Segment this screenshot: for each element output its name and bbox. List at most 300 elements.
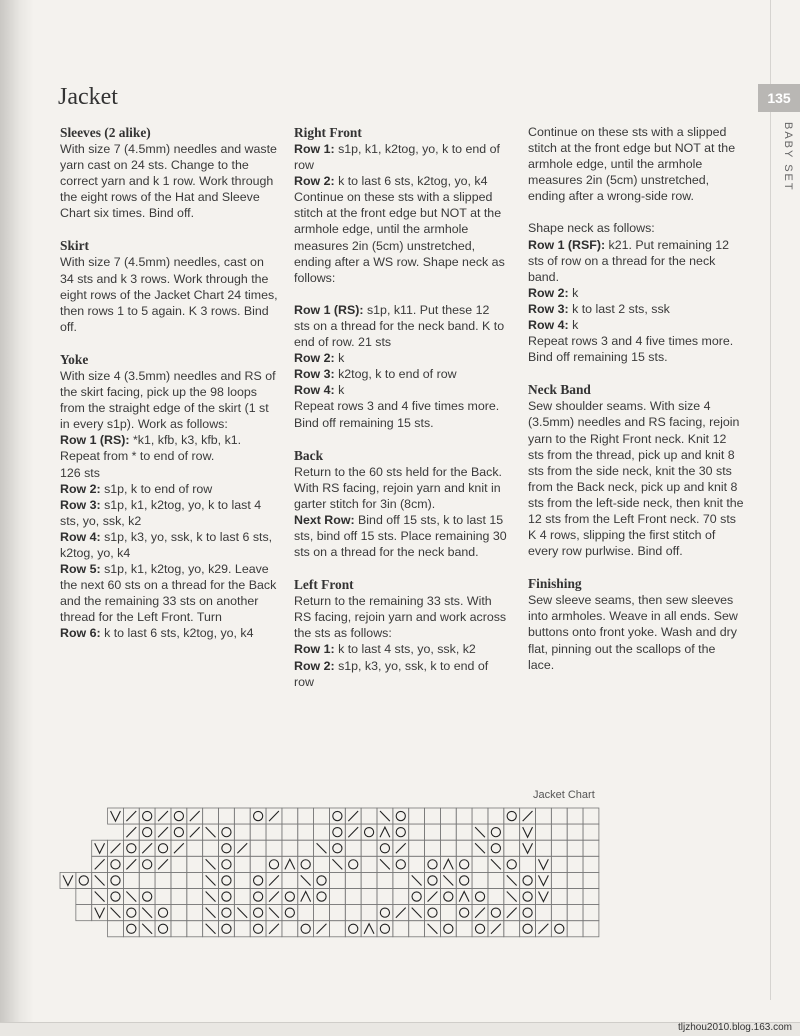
chart-cell [219, 856, 235, 872]
slip-stitch-symbol [63, 875, 73, 885]
k2tog-symbol [396, 908, 406, 918]
chart-cell [155, 840, 171, 856]
row-label: Row 1 (RS): [294, 302, 364, 317]
k2tog-symbol [126, 859, 136, 869]
chart-cell [139, 872, 155, 888]
row-label: Row 1: [294, 642, 335, 657]
chart-cell [171, 824, 187, 840]
ssk-symbol [111, 908, 121, 918]
chart-cell [440, 889, 456, 905]
chart-cell [425, 840, 441, 856]
yoke-row-1-count: 126 sts [60, 465, 100, 480]
back-text: Return to the 60 sts held for the Back. With RS facing, rejoin yarn and knit in garter stitch for 3in (8cm). [294, 464, 503, 511]
chart-cell [440, 905, 456, 921]
yarn-over-symbol [349, 924, 358, 933]
chart-cell [123, 872, 139, 888]
chart-cell [345, 840, 361, 856]
yarn-over-symbol [380, 908, 389, 917]
chart-cell [219, 905, 235, 921]
section-heading-sleeves: Sleeves (2 alike) [60, 125, 151, 140]
chart-cell [282, 840, 298, 856]
row-text: k [334, 351, 345, 366]
chart-cell [361, 905, 377, 921]
chart-cell [488, 905, 504, 921]
yarn-over-symbol [111, 892, 120, 901]
ssk-symbol [380, 859, 390, 869]
chart-cell [250, 856, 266, 872]
row-text: Bind off 15 sts, k to last 15 sts, bind off 15 sts. Place remaining 30 sts on a thread for the neck band. [294, 512, 507, 560]
slip-stitch-symbol [539, 875, 549, 885]
row-label: Row 3: [528, 301, 569, 316]
decrease-symbol [380, 827, 390, 837]
yarn-over-symbol [222, 844, 231, 853]
chart-cell [551, 905, 567, 921]
slip-stitch-symbol [95, 843, 105, 853]
yarn-over-symbol [222, 860, 231, 869]
chart-cell [361, 840, 377, 856]
ssk-symbol [206, 875, 216, 885]
chart-cell [567, 872, 583, 888]
yarn-over-symbol [269, 860, 278, 869]
chart-cell [171, 856, 187, 872]
chart-cell [203, 808, 219, 824]
chart-cell [488, 808, 504, 824]
watermark-url: tljzhou2010.blog.163.com [678, 1022, 792, 1033]
chart-cell [171, 889, 187, 905]
chart-cell [298, 856, 314, 872]
chart-cell [456, 824, 472, 840]
chart-cell [520, 872, 536, 888]
chart-cell [219, 921, 235, 937]
chart-cell [377, 840, 393, 856]
yarn-over-symbol [158, 844, 167, 853]
chart-cell [298, 905, 314, 921]
yarn-over-symbol [222, 892, 231, 901]
chart-cell [314, 872, 330, 888]
row-label: Next Row: [294, 512, 355, 527]
page-number-tab: 135 [758, 84, 800, 112]
yarn-over-symbol [507, 860, 516, 869]
ssk-symbol [142, 924, 152, 934]
yarn-over-symbol [174, 811, 183, 820]
yarn-over-symbol [317, 876, 326, 885]
chart-cell [520, 856, 536, 872]
ssk-symbol [507, 875, 517, 885]
k2tog-symbol [317, 924, 327, 934]
yarn-over-symbol [412, 892, 421, 901]
chart-cell [361, 889, 377, 905]
row-text: k to last 6 sts, k2tog, yo, k4 [100, 626, 254, 641]
left-front-text: Return to the remaining 33 sts. With RS facing, rejoin yarn and work across the sts as follows: [294, 594, 507, 641]
chart-cell [504, 824, 520, 840]
k2tog-symbol [539, 924, 549, 934]
section-heading-left-front: Left Front [294, 577, 354, 593]
ssk-symbol [475, 843, 485, 853]
chart-cell [456, 872, 472, 888]
chart-cell [393, 808, 409, 824]
ssk-symbol [507, 892, 517, 902]
yarn-over-symbol [460, 860, 469, 869]
k2tog-symbol [142, 843, 152, 853]
k2tog-symbol [428, 892, 438, 902]
row-label: Row 3: [60, 497, 101, 512]
left-front-repeat: Repeat rows 3 and 4 five times more. Bind off remaining 15 sts. [528, 334, 734, 365]
k2tog-symbol [190, 827, 200, 837]
yarn-over-symbol [333, 811, 342, 820]
chart-cell [108, 889, 124, 905]
chart-cell [472, 889, 488, 905]
shape-neck-intro: Shape neck as follows: [528, 221, 655, 236]
ssk-symbol [380, 811, 390, 821]
chart-cell [393, 856, 409, 872]
ssk-symbol [206, 827, 216, 837]
chart-cell [567, 905, 583, 921]
slip-stitch-symbol [523, 843, 533, 853]
chart-cell [456, 921, 472, 937]
chart-cell [345, 889, 361, 905]
chart-cell [520, 921, 536, 937]
chart-cell [329, 921, 345, 937]
k2tog-symbol [95, 859, 105, 869]
row-label: Row 1: [294, 142, 335, 156]
chart-cell [551, 840, 567, 856]
chart-cell [234, 808, 250, 824]
chart-cell [171, 905, 187, 921]
yarn-over-symbol [507, 811, 516, 820]
chart-cell [250, 905, 266, 921]
chart-cell [567, 824, 583, 840]
chart-cell [345, 905, 361, 921]
yarn-over-symbol [222, 924, 231, 933]
row-label: Row 2: [528, 285, 569, 300]
k2tog-symbol [158, 859, 168, 869]
chart-cell [488, 889, 504, 905]
row-text: *k1, kfb, k3, kfb, k1. Repeat from * to end of row. [60, 433, 242, 464]
chart-cell [266, 840, 282, 856]
chart-cell [234, 856, 250, 872]
chart-cell [76, 872, 92, 888]
slip-stitch-symbol [111, 811, 121, 821]
yarn-over-symbol [555, 924, 564, 933]
right-front-repeat: Repeat rows 3 and 4 five times more. Bind off remaining 15 sts. [294, 399, 500, 430]
chart-cell [440, 824, 456, 840]
chart-cell [108, 921, 124, 937]
chart-cell [314, 856, 330, 872]
chart-cell [504, 808, 520, 824]
ssk-symbol [126, 892, 136, 902]
chart-cell [409, 808, 425, 824]
k2tog-symbol [269, 924, 279, 934]
chart-cell [409, 856, 425, 872]
chart-cell [551, 921, 567, 937]
yarn-over-symbol [491, 908, 500, 917]
ssk-symbol [443, 875, 453, 885]
row-text: s1p, k to end of row [100, 481, 213, 496]
yarn-over-symbol [158, 908, 167, 917]
chart-cell [345, 872, 361, 888]
left-front-continue: Continue on these sts with a slipped stitch at the front edge but NOT at the armhole edge, until the armhole measures 2in (5cm) unstretched, ending after a wrong-side row. [528, 125, 736, 204]
chart-cell [583, 921, 599, 937]
yarn-over-symbol [523, 876, 532, 885]
chart-cell [76, 905, 92, 921]
ssk-symbol [95, 892, 105, 902]
yarn-over-symbol [79, 876, 88, 885]
chart-cell [76, 889, 92, 905]
k2tog-symbol [190, 811, 200, 821]
chart-cell [377, 905, 393, 921]
chart-cell [298, 824, 314, 840]
chart-cell [108, 872, 124, 888]
chart-cell [425, 905, 441, 921]
k2tog-symbol [491, 924, 501, 934]
yarn-over-symbol [396, 828, 405, 837]
yarn-over-symbol [254, 876, 263, 885]
k2tog-symbol [158, 827, 168, 837]
chart-cell [393, 824, 409, 840]
chart-cell [393, 889, 409, 905]
chart-cell [393, 872, 409, 888]
row-text: k to last 4 sts, yo, ssk, k2 [334, 642, 476, 657]
chart-cell [329, 872, 345, 888]
yarn-over-symbol [428, 908, 437, 917]
chart-cell [123, 840, 139, 856]
chart-cell [551, 872, 567, 888]
chart-cell [219, 824, 235, 840]
row-text: k [568, 318, 579, 333]
yarn-over-symbol [111, 876, 120, 885]
chart-cell [345, 856, 361, 872]
chart-cell [409, 824, 425, 840]
decrease-symbol [301, 892, 311, 902]
chart-cell [361, 808, 377, 824]
ssk-symbol [206, 908, 216, 918]
chart-cell [123, 905, 139, 921]
chart-cell [409, 889, 425, 905]
chart-cell [425, 856, 441, 872]
chart-cell [171, 872, 187, 888]
yarn-over-symbol [158, 924, 167, 933]
chart-cell [567, 889, 583, 905]
ssk-symbol [206, 924, 216, 934]
chart-cell [250, 824, 266, 840]
chart-cell [282, 824, 298, 840]
chart-cell [219, 889, 235, 905]
row-label: Row 4: [60, 529, 101, 544]
chart-cell [282, 872, 298, 888]
chart-cell [187, 856, 203, 872]
chart-cell [314, 824, 330, 840]
yarn-over-symbol [222, 828, 231, 837]
k2tog-symbol [523, 811, 533, 821]
chart-cell [139, 856, 155, 872]
chart-cell [583, 808, 599, 824]
chart-cell [456, 808, 472, 824]
ssk-symbol [491, 859, 501, 869]
chart-cell [567, 808, 583, 824]
chart-cell [583, 905, 599, 921]
ssk-symbol [206, 892, 216, 902]
section-heading-yoke: Yoke [60, 351, 89, 367]
chart-cell [361, 856, 377, 872]
yarn-over-symbol [475, 892, 484, 901]
ssk-symbol [237, 908, 247, 918]
chart-cell [329, 889, 345, 905]
yarn-over-symbol [317, 892, 326, 901]
yarn-over-symbol [143, 811, 152, 820]
yarn-over-symbol [523, 908, 532, 917]
chart-cell [425, 872, 441, 888]
row-label: Row 2: [60, 481, 101, 496]
k2tog-symbol [126, 811, 136, 821]
k2tog-symbol [475, 908, 485, 918]
row-label: Row 2: [294, 174, 335, 189]
yarn-over-symbol [143, 892, 152, 901]
chart-cell [520, 905, 536, 921]
chart-cell [377, 889, 393, 905]
chart-cell [234, 872, 250, 888]
chart-cell [155, 889, 171, 905]
chart-cell [139, 889, 155, 905]
row-label: Row 4: [294, 383, 335, 398]
chart-cell [187, 889, 203, 905]
ssk-symbol [412, 875, 422, 885]
yarn-over-symbol [333, 828, 342, 837]
chart-cell [377, 872, 393, 888]
ssk-symbol [206, 859, 216, 869]
yarn-over-symbol [127, 908, 136, 917]
chart-cell [488, 824, 504, 840]
chart-cell [551, 824, 567, 840]
chart-cell [219, 840, 235, 856]
k2tog-symbol [269, 875, 279, 885]
chart-cell [551, 808, 567, 824]
decrease-symbol [443, 859, 453, 869]
chart-cell [314, 808, 330, 824]
chart-cell [377, 921, 393, 937]
yarn-over-symbol [396, 811, 405, 820]
chart-cell [282, 889, 298, 905]
chart-cell [504, 921, 520, 937]
yarn-over-symbol [222, 876, 231, 885]
chart-cell [536, 824, 552, 840]
chart-cell [250, 840, 266, 856]
yarn-over-symbol [143, 860, 152, 869]
chart-cell [472, 872, 488, 888]
chart-cell [409, 840, 425, 856]
chart-cell [551, 856, 567, 872]
yarn-over-symbol [491, 844, 500, 853]
k2tog-symbol [396, 843, 406, 853]
row-label: Row 1 (RS): [60, 433, 130, 448]
k2tog-symbol [348, 811, 358, 821]
yarn-over-symbol [475, 924, 484, 933]
chart-cell [282, 921, 298, 937]
chart-cell [536, 840, 552, 856]
chart-cell [456, 840, 472, 856]
chart-cell [345, 921, 361, 937]
chart-cell [234, 921, 250, 937]
skirt-text: With size 7 (4.5mm) needles, cast on 34 sts and k 3 rows. Work through the eight rows of the Jacket Chart 24 times, then rows 1 to 5 again. K 3 rows. Bind off. [60, 255, 278, 334]
yarn-over-symbol [349, 860, 358, 869]
row-text: s1p, k3, yo, ssk, k to last 6 sts, k2tog, yo, k4 [60, 529, 273, 560]
chart-cell [472, 808, 488, 824]
yarn-over-symbol [364, 828, 373, 837]
row-label: Row 4: [528, 318, 569, 333]
k2tog-symbol [158, 811, 168, 821]
chart-cell [504, 840, 520, 856]
yarn-over-symbol [460, 908, 469, 917]
k2tog-symbol [111, 843, 121, 853]
chart-cell [472, 856, 488, 872]
chart-cell [456, 905, 472, 921]
ssk-symbol [142, 908, 152, 918]
slip-stitch-symbol [523, 827, 533, 837]
chart-cell [155, 905, 171, 921]
finishing-text: Sew sleeve seams, then sew sleeves into armholes. Weave in all ends. Sew buttons onto front yoke. Wash and dry flat, pinning out the scallops of the lace. [528, 593, 738, 672]
chart-cell [329, 905, 345, 921]
chart-cell [219, 808, 235, 824]
row-label: Row 1 (RSF): [528, 237, 606, 252]
ssk-symbol [475, 827, 485, 837]
chart-cell [425, 808, 441, 824]
yarn-over-symbol [523, 892, 532, 901]
row-label: Row 2: [294, 351, 335, 366]
row-text: k21. Put remaining 12 sts of row on a thread for the neck band. [528, 237, 730, 284]
chart-cell [488, 840, 504, 856]
chart-cell [440, 840, 456, 856]
yarn-over-symbol [254, 924, 263, 933]
k2tog-symbol [269, 811, 279, 821]
k2tog-symbol [507, 908, 517, 918]
yarn-over-symbol [254, 811, 263, 820]
k2tog-symbol [348, 827, 358, 837]
row-label: Row 2: [294, 658, 335, 673]
k2tog-symbol [237, 843, 247, 853]
chart-cell [234, 824, 250, 840]
chart-cell [108, 856, 124, 872]
yarn-over-symbol [444, 892, 453, 901]
row-text: k to last 2 sts, ssk [568, 301, 670, 316]
yarn-over-symbol [127, 844, 136, 853]
chart-cell [583, 872, 599, 888]
chart-cell [409, 921, 425, 937]
chart-cell [361, 824, 377, 840]
decrease-symbol [285, 859, 295, 869]
chart-cell [123, 921, 139, 937]
chart-cell [139, 808, 155, 824]
yarn-over-symbol [380, 924, 389, 933]
chart-cell [203, 840, 219, 856]
chart-cell [187, 921, 203, 937]
k2tog-symbol [174, 843, 184, 853]
row-label: Row 6: [60, 626, 101, 641]
yarn-over-symbol [460, 876, 469, 885]
chart-cell [393, 921, 409, 937]
ssk-symbol [317, 843, 327, 853]
slip-stitch-symbol [95, 908, 105, 918]
chart-cell [504, 856, 520, 872]
chart-cell [440, 921, 456, 937]
chart-cell [314, 905, 330, 921]
decrease-symbol [364, 924, 374, 934]
chart-cell [187, 840, 203, 856]
ssk-symbol [95, 875, 105, 885]
chart-cell [567, 840, 583, 856]
yarn-over-symbol [174, 828, 183, 837]
ssk-symbol [269, 908, 279, 918]
yarn-over-symbol [396, 860, 405, 869]
chart-cell [488, 872, 504, 888]
